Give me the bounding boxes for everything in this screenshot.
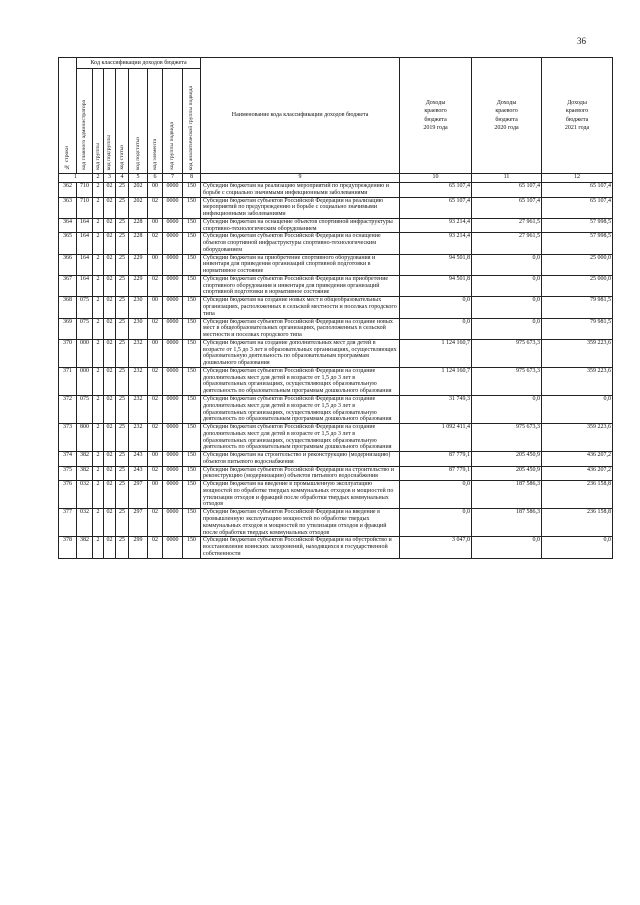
table-row bbox=[59, 509, 613, 537]
header-row-number: № строки bbox=[59, 58, 77, 174]
subgroup-code-cell: 02 bbox=[104, 233, 116, 254]
amount-2021-cell: 436 207,2 bbox=[542, 466, 613, 481]
row-number-cell: 363 bbox=[59, 197, 77, 218]
table-row bbox=[59, 218, 613, 233]
article-code-cell: 25 bbox=[116, 218, 129, 233]
admin-code-cell: 710 bbox=[77, 183, 93, 198]
row-number-cell: 373 bbox=[59, 424, 77, 452]
article-code-cell: 25 bbox=[116, 481, 129, 509]
subarticle-code-cell: 228 bbox=[129, 233, 148, 254]
header-code-group: Код классификации доходов бюджета bbox=[77, 58, 201, 69]
header-element-code: код элемента bbox=[148, 69, 163, 174]
name-cell: Субсидии бюджетам субъектов Российской Федерации на создание дополнительных мест для детей в возрасте от 1,5 до 3 лет в образовательных организациях, осуществляющих образовательную деятельность по образовательным программам дошкольного образования bbox=[201, 424, 400, 452]
subtype-code-cell: 0000 bbox=[163, 197, 183, 218]
element-code-cell: 02 bbox=[148, 509, 163, 537]
header-2021: Доходы краевого бюджета 2021 года bbox=[542, 58, 613, 174]
element-code-cell: 00 bbox=[148, 452, 163, 467]
element-code-cell: 02 bbox=[148, 424, 163, 452]
amount-2020-cell: 187 586,3 bbox=[472, 481, 542, 509]
element-code-cell: 00 bbox=[148, 218, 163, 233]
article-code-cell: 25 bbox=[116, 367, 129, 395]
header-name: Наименование кода классификации доходов бюджета bbox=[201, 58, 400, 174]
subarticle-code-cell: 297 bbox=[129, 481, 148, 509]
amount-2021-cell: 359 223,6 bbox=[542, 424, 613, 452]
admin-code-cell: 164 bbox=[77, 218, 93, 233]
name-cell: Субсидии бюджетам субъектов Российской Федерации на создание дополнительных мест для детей в возрасте от 1,5 до 3 лет в образовательных организациях, осуществляющих образовательную деятельность по образовательным программам дошкольного образования bbox=[201, 395, 400, 423]
amount-2021-cell: 0,0 bbox=[542, 537, 613, 558]
analytic-code-cell: 150 bbox=[183, 318, 201, 339]
table-row bbox=[59, 197, 613, 218]
admin-code-cell: 800 bbox=[77, 424, 93, 452]
group-code-cell: 2 bbox=[93, 367, 104, 395]
column-number: 5 bbox=[129, 174, 148, 183]
amount-2021-cell: 0,0 bbox=[542, 395, 613, 423]
subtype-code-cell: 0000 bbox=[163, 367, 183, 395]
analytic-code-cell: 150 bbox=[183, 367, 201, 395]
name-cell: Субсидии бюджетам на создание дополнительных мест для детей в возрасте от 1,5 до 3 лет в образовательных организациях, осуществляющих образовательную деятельность по образовательным программам дошкольного образования bbox=[201, 339, 400, 367]
subgroup-code-cell: 02 bbox=[104, 254, 116, 275]
table-row bbox=[59, 297, 613, 318]
amount-2021-cell: 65 107,4 bbox=[542, 183, 613, 198]
amount-2020-cell: 0,0 bbox=[472, 318, 542, 339]
group-code-cell: 2 bbox=[93, 183, 104, 198]
column-number: 7 bbox=[163, 174, 183, 183]
subtype-code-cell: 0000 bbox=[163, 339, 183, 367]
analytic-code-cell: 150 bbox=[183, 275, 201, 296]
element-code-cell: 02 bbox=[148, 395, 163, 423]
name-cell: Субсидии бюджетам на оснащение объектов спортивной инфраструктуры спортивно-технологическим оборудованием bbox=[201, 218, 400, 233]
amount-2019-cell: 87 779,1 bbox=[400, 466, 472, 481]
row-number-cell: 375 bbox=[59, 466, 77, 481]
subarticle-code-cell: 230 bbox=[129, 297, 148, 318]
table-row bbox=[59, 452, 613, 467]
name-cell: Субсидии бюджетам субъектов Российской Федерации на оснащение объектов спортивной инфраструктуры спортивно-технологическим оборудованием bbox=[201, 233, 400, 254]
amount-2020-cell: 205 450,9 bbox=[472, 466, 542, 481]
element-code-cell: 02 bbox=[148, 275, 163, 296]
table-row bbox=[59, 395, 613, 423]
amount-2021-cell: 236 158,8 bbox=[542, 481, 613, 509]
element-code-cell: 00 bbox=[148, 183, 163, 198]
amount-2019-cell: 1 124 160,7 bbox=[400, 339, 472, 367]
column-number: 4 bbox=[116, 174, 129, 183]
amount-2020-cell: 975 673,3 bbox=[472, 424, 542, 452]
analytic-code-cell: 150 bbox=[183, 254, 201, 275]
amount-2019-cell: 93 214,4 bbox=[400, 218, 472, 233]
table-row bbox=[59, 367, 613, 395]
analytic-code-cell: 150 bbox=[183, 197, 201, 218]
subarticle-code-cell: 232 bbox=[129, 367, 148, 395]
name-cell: Субсидии бюджетам на приобретение спортивного оборудования и инвентаря для приведения организаций спортивной подготовки в нормативное состояние bbox=[201, 254, 400, 275]
row-number-cell: 371 bbox=[59, 367, 77, 395]
article-code-cell: 25 bbox=[116, 318, 129, 339]
row-number-cell: 378 bbox=[59, 537, 77, 558]
subgroup-code-cell: 02 bbox=[104, 297, 116, 318]
article-code-cell: 25 bbox=[116, 424, 129, 452]
element-code-cell: 00 bbox=[148, 254, 163, 275]
subarticle-code-cell: 297 bbox=[129, 509, 148, 537]
article-code-cell: 25 bbox=[116, 297, 129, 318]
subarticle-code-cell: 202 bbox=[129, 197, 148, 218]
subarticle-code-cell: 229 bbox=[129, 254, 148, 275]
group-code-cell: 2 bbox=[93, 275, 104, 296]
admin-code-cell: 075 bbox=[77, 297, 93, 318]
name-cell: Субсидии бюджетам субъектов Российской Федерации на приобретение спортивного оборудования и инвентаря для приведения организаций спортивной подготовки в нормативное состояние bbox=[201, 275, 400, 296]
amount-2020-cell: 975 673,3 bbox=[472, 339, 542, 367]
header-group-code: код группы bbox=[93, 69, 104, 174]
admin-code-cell: 000 bbox=[77, 367, 93, 395]
subtype-code-cell: 0000 bbox=[163, 254, 183, 275]
admin-code-cell: 382 bbox=[77, 537, 93, 558]
row-number-cell: 372 bbox=[59, 395, 77, 423]
subgroup-code-cell: 02 bbox=[104, 318, 116, 339]
amount-2019-cell: 93 214,4 bbox=[400, 233, 472, 254]
name-cell: Субсидии бюджетам субъектов Российской Федерации на создание дополнительных мест для детей в возрасте от 1,5 до 3 лет в образовательных организациях, осуществляющих образовательную деятельность по образовательным программам дошкольного образования bbox=[201, 367, 400, 395]
table-row bbox=[59, 233, 613, 254]
name-cell: Субсидии бюджетам субъектов Российской Федерации на обустройство и восстановление воинских захоронений, находящихся в государственной собственности bbox=[201, 537, 400, 558]
amount-2020-cell: 0,0 bbox=[472, 537, 542, 558]
header-2019: Доходы краевого бюджета 2019 года bbox=[400, 58, 472, 174]
subgroup-code-cell: 02 bbox=[104, 481, 116, 509]
subgroup-code-cell: 02 bbox=[104, 339, 116, 367]
amount-2021-cell: 236 158,8 bbox=[542, 509, 613, 537]
analytic-code-cell: 150 bbox=[183, 509, 201, 537]
admin-code-cell: 000 bbox=[77, 339, 93, 367]
element-code-cell: 02 bbox=[148, 318, 163, 339]
row-number-cell: 365 bbox=[59, 233, 77, 254]
table-row bbox=[59, 481, 613, 509]
analytic-code-cell: 150 bbox=[183, 297, 201, 318]
article-code-cell: 25 bbox=[116, 233, 129, 254]
element-code-cell: 02 bbox=[148, 197, 163, 218]
row-number-cell: 366 bbox=[59, 254, 77, 275]
column-number: 11 bbox=[472, 174, 542, 183]
column-number: 12 bbox=[542, 174, 613, 183]
admin-code-cell: 382 bbox=[77, 452, 93, 467]
column-number: 1 bbox=[59, 174, 93, 183]
subarticle-code-cell: 202 bbox=[129, 183, 148, 198]
amount-2020-cell: 27 961,5 bbox=[472, 233, 542, 254]
subtype-code-cell: 0000 bbox=[163, 509, 183, 537]
table-row bbox=[59, 275, 613, 296]
subtype-code-cell: 0000 bbox=[163, 297, 183, 318]
subgroup-code-cell: 02 bbox=[104, 466, 116, 481]
article-code-cell: 25 bbox=[116, 254, 129, 275]
amount-2019-cell: 0,0 bbox=[400, 318, 472, 339]
header-subgroup-code: код подгруппы bbox=[104, 69, 116, 174]
column-number: 9 bbox=[201, 174, 400, 183]
subarticle-code-cell: 232 bbox=[129, 424, 148, 452]
amount-2020-cell: 205 450,9 bbox=[472, 452, 542, 467]
page-number: 36 bbox=[577, 36, 586, 46]
subgroup-code-cell: 02 bbox=[104, 424, 116, 452]
subarticle-code-cell: 232 bbox=[129, 395, 148, 423]
admin-code-cell: 164 bbox=[77, 233, 93, 254]
subgroup-code-cell: 02 bbox=[104, 275, 116, 296]
amount-2019-cell: 65 107,4 bbox=[400, 183, 472, 198]
subgroup-code-cell: 02 bbox=[104, 183, 116, 198]
group-code-cell: 2 bbox=[93, 537, 104, 558]
admin-code-cell: 075 bbox=[77, 395, 93, 423]
article-code-cell: 25 bbox=[116, 339, 129, 367]
group-code-cell: 2 bbox=[93, 481, 104, 509]
header-subarticle-code: код подстатьи bbox=[129, 69, 148, 174]
amount-2021-cell: 25 000,0 bbox=[542, 254, 613, 275]
subtype-code-cell: 0000 bbox=[163, 481, 183, 509]
analytic-code-cell: 150 bbox=[183, 537, 201, 558]
row-number-cell: 376 bbox=[59, 481, 77, 509]
subarticle-code-cell: 229 bbox=[129, 275, 148, 296]
amount-2019-cell: 0,0 bbox=[400, 509, 472, 537]
analytic-code-cell: 150 bbox=[183, 233, 201, 254]
amount-2019-cell: 1 124 160,7 bbox=[400, 367, 472, 395]
row-number-cell: 370 bbox=[59, 339, 77, 367]
admin-code-cell: 032 bbox=[77, 509, 93, 537]
subtype-code-cell: 0000 bbox=[163, 466, 183, 481]
article-code-cell: 25 bbox=[116, 275, 129, 296]
element-code-cell: 02 bbox=[148, 367, 163, 395]
table-row bbox=[59, 254, 613, 275]
group-code-cell: 2 bbox=[93, 254, 104, 275]
row-number-cell: 367 bbox=[59, 275, 77, 296]
subgroup-code-cell: 02 bbox=[104, 509, 116, 537]
group-code-cell: 2 bbox=[93, 509, 104, 537]
subtype-code-cell: 0000 bbox=[163, 424, 183, 452]
amount-2020-cell: 27 961,5 bbox=[472, 218, 542, 233]
admin-code-cell: 075 bbox=[77, 318, 93, 339]
admin-code-cell: 382 bbox=[77, 466, 93, 481]
amount-2019-cell: 94 501,8 bbox=[400, 275, 472, 296]
name-cell: Субсидии бюджетам на строительство и реконструкцию (модернизацию) объектов питьевого водоснабжения bbox=[201, 452, 400, 467]
subtype-code-cell: 0000 bbox=[163, 233, 183, 254]
column-number: 2 bbox=[93, 174, 104, 183]
article-code-cell: 25 bbox=[116, 197, 129, 218]
amount-2021-cell: 57 998,5 bbox=[542, 233, 613, 254]
amount-2020-cell: 65 107,4 bbox=[472, 197, 542, 218]
group-code-cell: 2 bbox=[93, 233, 104, 254]
subtype-code-cell: 0000 bbox=[163, 183, 183, 198]
analytic-code-cell: 150 bbox=[183, 466, 201, 481]
element-code-cell: 00 bbox=[148, 297, 163, 318]
analytic-code-cell: 150 bbox=[183, 339, 201, 367]
subarticle-code-cell: 228 bbox=[129, 218, 148, 233]
article-code-cell: 25 bbox=[116, 395, 129, 423]
table-row bbox=[59, 537, 613, 558]
group-code-cell: 2 bbox=[93, 297, 104, 318]
admin-code-cell: 710 bbox=[77, 197, 93, 218]
admin-code-cell: 164 bbox=[77, 254, 93, 275]
name-cell: Субсидии бюджетам на создание новых мест в общеобразовательных организациях, расположенных в сельской местности и поселках городского типа bbox=[201, 297, 400, 318]
name-cell: Субсидии бюджетам субъектов Российской Федерации на создание новых мест в общеобразовательных организациях, расположенных в сельской местности и поселках городского типа bbox=[201, 318, 400, 339]
name-cell: Субсидии бюджетам на введение в промышленную эксплуатацию мощностей по обработке твердых коммунальных отходов и мощностей по утилизации отходов и фракций после обработки твердых коммунальных отходов bbox=[201, 481, 400, 509]
amount-2021-cell: 25 000,0 bbox=[542, 275, 613, 296]
subgroup-code-cell: 02 bbox=[104, 197, 116, 218]
group-code-cell: 2 bbox=[93, 218, 104, 233]
budget-revenue-table bbox=[58, 57, 613, 559]
column-number: 3 bbox=[104, 174, 116, 183]
header-analytic-code: код аналитической группы подвида bbox=[183, 69, 201, 174]
amount-2019-cell: 0,0 bbox=[400, 481, 472, 509]
table-row bbox=[59, 424, 613, 452]
group-code-cell: 2 bbox=[93, 197, 104, 218]
name-cell: Субсидии бюджетам субъектов Российской Федерации на строительство и реконструкцию (модернизацию) объектов питьевого водоснабжения bbox=[201, 466, 400, 481]
group-code-cell: 2 bbox=[93, 318, 104, 339]
admin-code-cell: 032 bbox=[77, 481, 93, 509]
amount-2019-cell: 3 047,0 bbox=[400, 537, 472, 558]
amount-2020-cell: 0,0 bbox=[472, 254, 542, 275]
amount-2021-cell: 359 223,6 bbox=[542, 367, 613, 395]
article-code-cell: 25 bbox=[116, 452, 129, 467]
subgroup-code-cell: 02 bbox=[104, 367, 116, 395]
column-number: 10 bbox=[400, 174, 472, 183]
subtype-code-cell: 0000 bbox=[163, 275, 183, 296]
amount-2019-cell: 31 749,3 bbox=[400, 395, 472, 423]
article-code-cell: 25 bbox=[116, 183, 129, 198]
analytic-code-cell: 150 bbox=[183, 481, 201, 509]
group-code-cell: 2 bbox=[93, 339, 104, 367]
amount-2020-cell: 0,0 bbox=[472, 275, 542, 296]
amount-2020-cell: 65 107,4 bbox=[472, 183, 542, 198]
column-number-row bbox=[59, 174, 613, 183]
group-code-cell: 2 bbox=[93, 395, 104, 423]
amount-2019-cell: 94 501,8 bbox=[400, 254, 472, 275]
subarticle-code-cell: 243 bbox=[129, 466, 148, 481]
table-row bbox=[59, 183, 613, 198]
group-code-cell: 2 bbox=[93, 452, 104, 467]
subgroup-code-cell: 02 bbox=[104, 218, 116, 233]
analytic-code-cell: 150 bbox=[183, 218, 201, 233]
row-number-cell: 369 bbox=[59, 318, 77, 339]
subarticle-code-cell: 299 bbox=[129, 537, 148, 558]
column-number: 6 bbox=[148, 174, 163, 183]
subgroup-code-cell: 02 bbox=[104, 395, 116, 423]
subgroup-code-cell: 02 bbox=[104, 537, 116, 558]
amount-2020-cell: 0,0 bbox=[472, 395, 542, 423]
subarticle-code-cell: 230 bbox=[129, 318, 148, 339]
row-number-cell: 368 bbox=[59, 297, 77, 318]
analytic-code-cell: 150 bbox=[183, 183, 201, 198]
element-code-cell: 00 bbox=[148, 339, 163, 367]
element-code-cell: 02 bbox=[148, 537, 163, 558]
amount-2019-cell: 65 107,4 bbox=[400, 197, 472, 218]
subtype-code-cell: 0000 bbox=[163, 218, 183, 233]
analytic-code-cell: 150 bbox=[183, 424, 201, 452]
analytic-code-cell: 150 bbox=[183, 395, 201, 423]
subarticle-code-cell: 232 bbox=[129, 339, 148, 367]
amount-2020-cell: 975 673,3 bbox=[472, 367, 542, 395]
analytic-code-cell: 150 bbox=[183, 452, 201, 467]
article-code-cell: 25 bbox=[116, 509, 129, 537]
header-2020: Доходы краевого бюджета 2020 года bbox=[472, 58, 542, 174]
row-number-cell: 374 bbox=[59, 452, 77, 467]
article-code-cell: 25 bbox=[116, 537, 129, 558]
element-code-cell: 02 bbox=[148, 233, 163, 254]
header-admin-code: код главного администратора bbox=[77, 69, 93, 174]
amount-2021-cell: 79 981,5 bbox=[542, 297, 613, 318]
amount-2021-cell: 436 207,2 bbox=[542, 452, 613, 467]
amount-2021-cell: 57 998,5 bbox=[542, 218, 613, 233]
amount-2020-cell: 187 586,3 bbox=[472, 509, 542, 537]
amount-2020-cell: 0,0 bbox=[472, 297, 542, 318]
table-row bbox=[59, 339, 613, 367]
column-number: 8 bbox=[183, 174, 201, 183]
name-cell: Субсидии бюджетам субъектов Российской Федерации на реализацию мероприятий по предупреждению и борьбе с социально значимыми инфекционными заболеваниями bbox=[201, 197, 400, 218]
subtype-code-cell: 0000 bbox=[163, 452, 183, 467]
header-subtype-code: код группы подвида bbox=[163, 69, 183, 174]
element-code-cell: 02 bbox=[148, 466, 163, 481]
subarticle-code-cell: 243 bbox=[129, 452, 148, 467]
group-code-cell: 2 bbox=[93, 466, 104, 481]
table-body bbox=[59, 183, 613, 559]
group-code-cell: 2 bbox=[93, 424, 104, 452]
row-number-cell: 362 bbox=[59, 183, 77, 198]
amount-2021-cell: 359 223,6 bbox=[542, 339, 613, 367]
subtype-code-cell: 0000 bbox=[163, 537, 183, 558]
name-cell: Субсидии бюджетам субъектов Российской Федерации на введение в промышленную эксплуатацию мощностей по обработке твердых коммунальных отходов и мощностей по утилизации отходов и фракций после обработки твердых коммунальных отходов bbox=[201, 509, 400, 537]
amount-2021-cell: 79 981,5 bbox=[542, 318, 613, 339]
subtype-code-cell: 0000 bbox=[163, 318, 183, 339]
amount-2021-cell: 65 107,4 bbox=[542, 197, 613, 218]
amount-2019-cell: 87 779,1 bbox=[400, 452, 472, 467]
row-number-cell: 377 bbox=[59, 509, 77, 537]
article-code-cell: 25 bbox=[116, 466, 129, 481]
amount-2019-cell: 1 092 411,4 bbox=[400, 424, 472, 452]
element-code-cell: 00 bbox=[148, 481, 163, 509]
subtype-code-cell: 0000 bbox=[163, 395, 183, 423]
name-cell: Субсидии бюджетам на реализацию мероприятий по предупреждению и борьбе с социально значимыми инфекционными заболеваниями bbox=[201, 183, 400, 198]
admin-code-cell: 164 bbox=[77, 275, 93, 296]
subgroup-code-cell: 02 bbox=[104, 452, 116, 467]
header-article-code: код статьи bbox=[116, 69, 129, 174]
row-number-cell: 364 bbox=[59, 218, 77, 233]
table-row bbox=[59, 318, 613, 339]
amount-2019-cell: 0,0 bbox=[400, 297, 472, 318]
table-row bbox=[59, 466, 613, 481]
